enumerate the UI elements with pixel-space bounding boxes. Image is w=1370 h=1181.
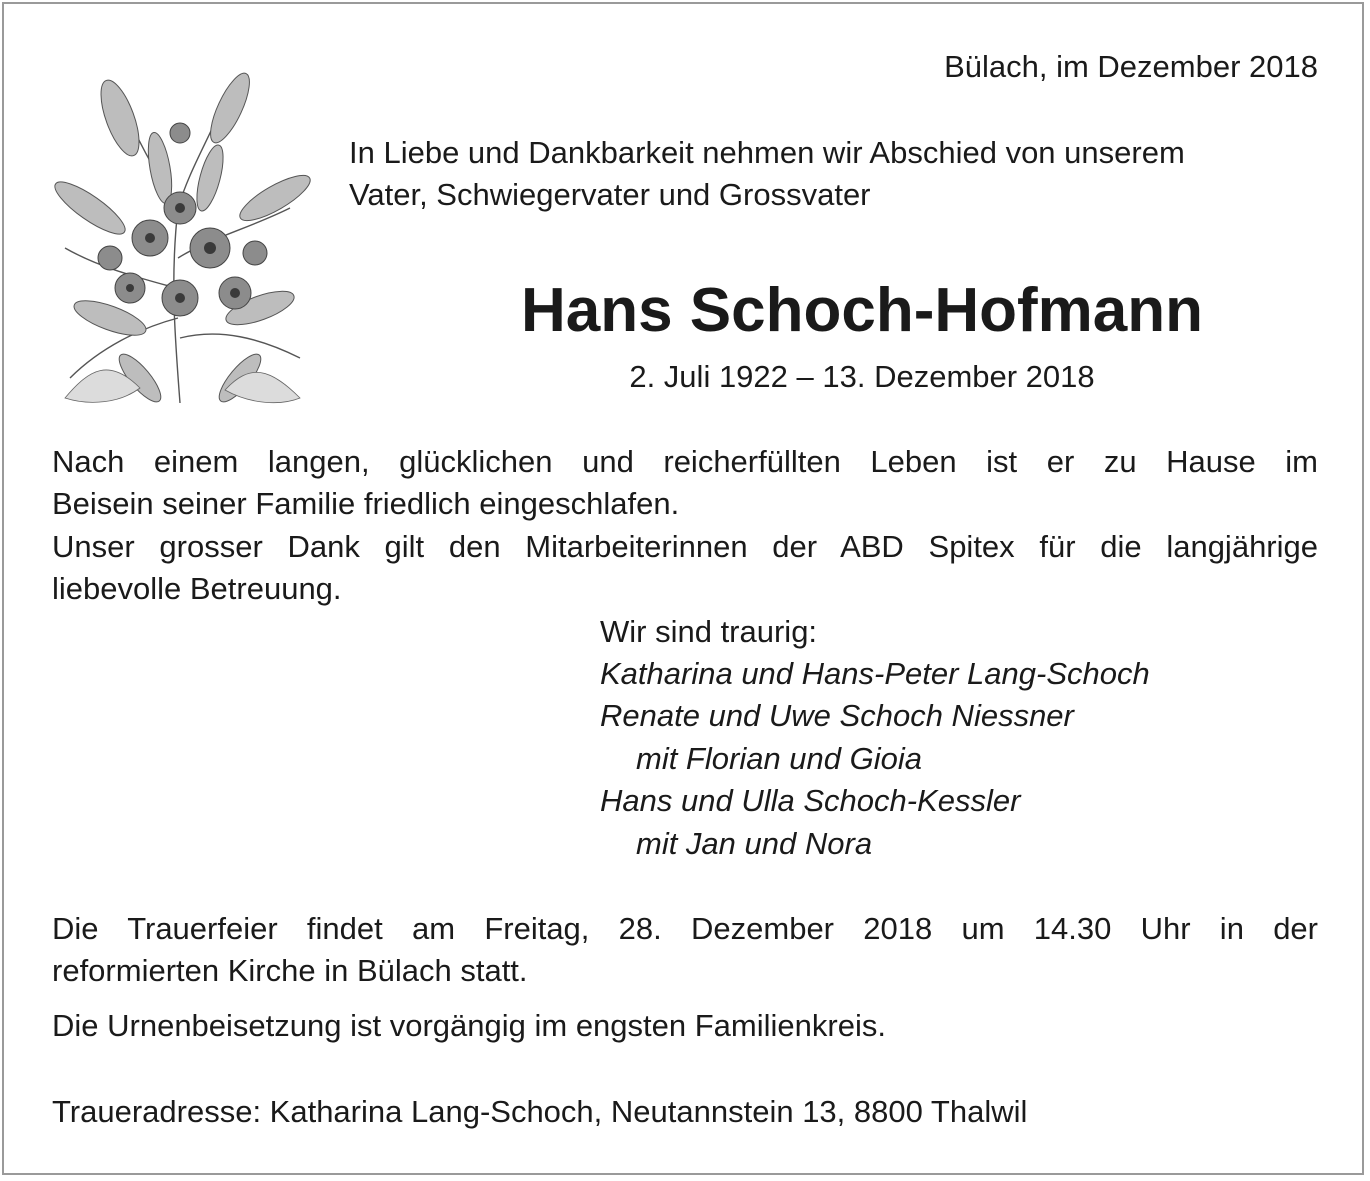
body-line-3: Unser grosser Dank gilt den Mitarbeiterinnen der ABD Spitex für die langjährige [52,529,1318,564]
mourning-address: Traueradresse: Katharina Lang-Schoch, Neutannstein 13, 8800 Thalwil [52,1094,1028,1129]
mourner-line: mit Florian und Gioia [636,741,923,776]
body-line-1: Nach einem langen, glücklichen und reicherfüllten Leben ist er zu Hause im [52,444,1318,479]
mourner-line: Katharina und Hans-Peter Lang-Schoch [600,656,1150,691]
service-line-1: Die Trauerfeier findet am Freitag, 28. Dezember 2018 um 14.30 Uhr in der [52,911,1318,946]
intro-line-1: In Liebe und Dankbarkeit nehmen wir Abschied von unserem [349,135,1185,170]
intro-line-2: Vater, Schwiegervater und Grossvater [349,177,871,212]
life-dates: 2. Juli 1922 – 13. Dezember 2018 [629,359,1095,394]
body-line-2: Beisein seiner Familie friedlich eingeschlafen. [52,486,680,521]
mourner-line: Renate und Uwe Schoch Niessner [600,698,1074,733]
body-line-4: liebevolle Betreuung. [52,571,342,606]
service-line-2: reformierten Kirche in Bülach statt. [52,953,528,988]
mourners-heading: Wir sind traurig: [600,614,818,649]
deceased-name: Hans Schoch-Hofmann [520,276,1204,345]
mourner-line: mit Jan und Nora [636,826,873,861]
mourner-line: Hans und Ulla Schoch-Kessler [600,783,1021,818]
flower-bouquet-illustration [50,58,316,408]
urn-notice: Die Urnenbeisetzung ist vorgängig im engsten Familienkreis. [52,1008,886,1043]
place-date: Bülach, im Dezember 2018 [944,49,1318,84]
